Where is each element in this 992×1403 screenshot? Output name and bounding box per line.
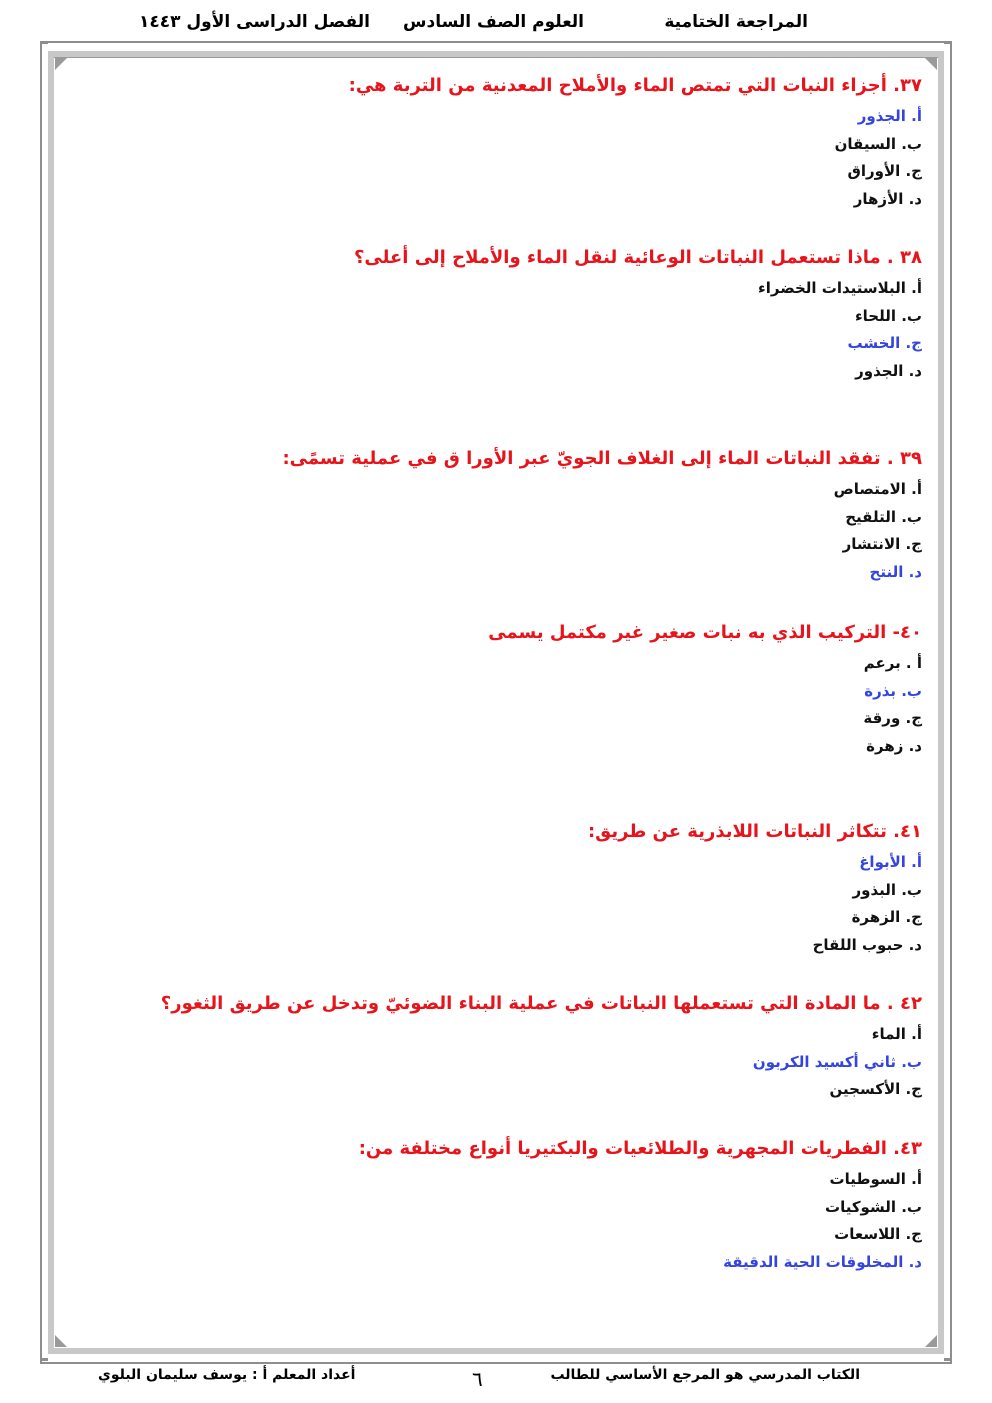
answer-option-correct: د. النتح — [869, 562, 922, 581]
corner-ornament — [925, 58, 937, 70]
border-tick — [944, 41, 952, 44]
question-39 — [222, 446, 922, 586]
border-tick — [40, 1358, 48, 1361]
question-text: ٣٩ . تفقد النباتات الماء إلى الغلاف الجويّ عبر الأورا ق في عملية تسمًى: — [282, 448, 922, 469]
question-37 — [222, 73, 922, 213]
answer-option: د. زهرة — [866, 736, 922, 755]
corner-ornament — [925, 1335, 937, 1347]
header-subject: العلوم الصف السادس — [403, 12, 584, 32]
page-footer — [60, 1367, 930, 1393]
footer-book-note: الكتاب المدرسي هو المرجع الأساسي للطالب — [550, 1367, 860, 1383]
page-header — [140, 12, 820, 40]
question-text: ٤١. تتكاثر النباتات اللابذرية عن طريق: — [587, 821, 922, 842]
answer-option: ج. اللاسعات — [834, 1225, 922, 1243]
answer-option: ب. الشوكيات — [825, 1197, 922, 1216]
question-41 — [222, 819, 922, 959]
question-40 — [222, 620, 922, 760]
corner-ornament — [55, 58, 67, 70]
footer-author: أعداد المعلم أ : يوسف سليمان البلوي — [98, 1367, 356, 1383]
question-38 — [222, 245, 922, 385]
question-43 — [222, 1136, 922, 1276]
answer-option: ج. الأوراق — [847, 162, 922, 180]
corner-ornament — [55, 1335, 67, 1347]
question-text: ٤٢ . ما المادة التي تستعملها النباتات في عملية البناء الضوئيّ وتدخل عن طريق الثغور؟ — [160, 993, 922, 1014]
header-term: الفصل الدراسى الأول ١٤٤٣ — [138, 12, 370, 32]
answer-option-correct: ب. بذرة — [864, 681, 922, 700]
answer-option-correct: ج. الخشب — [847, 334, 922, 352]
answer-option: د. الجذور — [855, 361, 922, 380]
answer-option: ج. الزهرة — [851, 908, 922, 926]
page-number: ٦ — [472, 1367, 483, 1391]
answer-option-correct: ب. ثاني أكسيد الكربون — [752, 1052, 922, 1071]
answer-option-correct: أ. الأبواغ — [859, 853, 922, 871]
question-text: ٣٧. أجزاء النبات التي تمتص الماء والأملاح المعدنية من التربة هي: — [348, 75, 922, 96]
question-text: ٤٠- التركيب الذي به نبات صغير غير مكتمل يسمى — [488, 622, 922, 643]
answer-option: أ . برعم — [863, 654, 922, 672]
answer-option: أ. السوطيات — [829, 1170, 922, 1188]
answer-option: أ. البلاستيدات الخضراء — [758, 279, 922, 297]
answer-option: ب. التلقيح — [845, 507, 922, 526]
answer-option: أ. الماء — [871, 1025, 922, 1043]
question-text: ٤٣. الفطريات المجهرية والطلائعيات والبكتيريا أنواع مختلفة من: — [358, 1138, 922, 1159]
answer-option: ج. الأكسجين — [829, 1080, 922, 1098]
answer-option: ب. اللحاء — [854, 306, 922, 325]
header-title: المراجعة الختامية — [664, 12, 808, 32]
answer-option: ج. الانتشار — [842, 535, 922, 553]
answer-option: ب. السيقان — [834, 134, 922, 153]
answer-option: د. حبوب اللقاح — [812, 935, 922, 954]
question-text: ٣٨ . ماذا تستعمل النباتات الوعائية لنقل الماء والأملاح إلى أعلى؟ — [353, 247, 922, 268]
answer-option: د. الأزهار — [853, 189, 922, 208]
answer-option-correct: أ. الجذور — [857, 107, 922, 125]
answer-option: ج. ورقة — [863, 709, 922, 727]
question-42 — [160, 991, 922, 1104]
page-border-line — [54, 57, 938, 58]
answer-option-correct: د. المخلوقات الحية الدقيقة — [723, 1252, 922, 1271]
answer-option: أ. الامتصاص — [833, 480, 922, 498]
answer-option: ب. البذور — [852, 880, 922, 899]
border-tick — [40, 41, 48, 44]
border-tick — [944, 1358, 952, 1361]
